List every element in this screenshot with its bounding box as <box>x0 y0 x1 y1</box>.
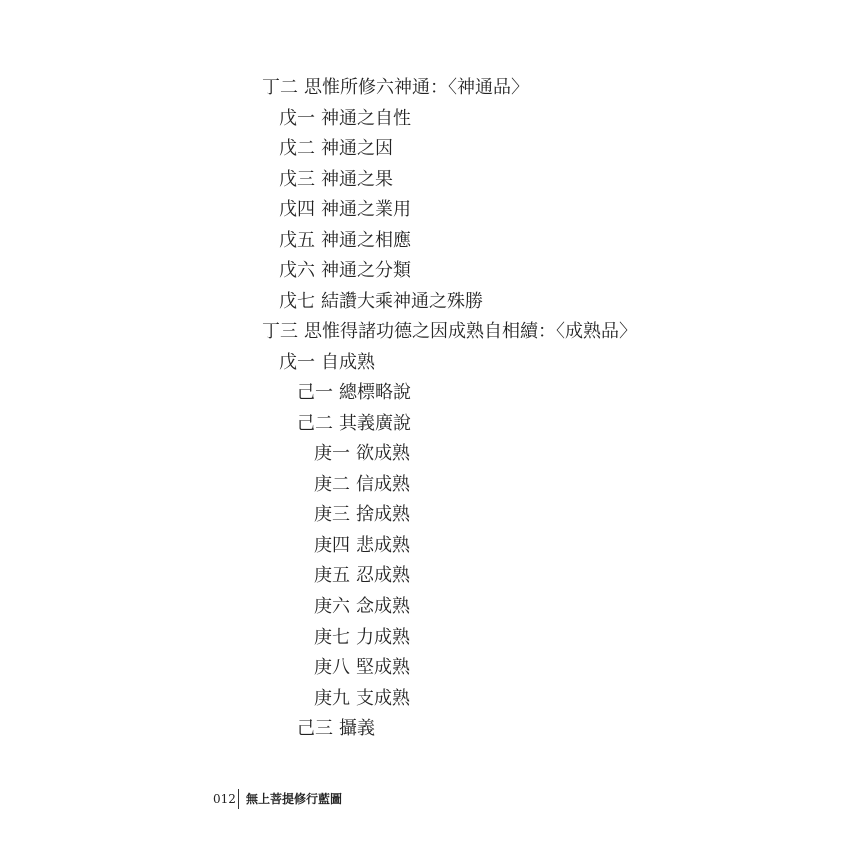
outline-text: 欲成熟 <box>356 443 410 464</box>
outline-text: 神通之自性 <box>321 108 411 129</box>
outline-code: 戊四 <box>279 199 315 220</box>
outline-text: 神通之業用 <box>321 199 411 220</box>
outline-item <box>297 381 411 405</box>
outline-item <box>314 656 410 680</box>
outline-item <box>297 717 375 741</box>
outline-code: 庚四 <box>314 535 350 556</box>
outline-item <box>279 259 411 283</box>
outline-item <box>314 534 410 558</box>
outline-item <box>314 595 410 619</box>
outline-text: 自成熟 <box>321 352 375 373</box>
outline-item <box>314 503 410 527</box>
outline-code: 戊一 <box>279 352 315 373</box>
outline-code: 己二 <box>297 413 333 434</box>
outline-item <box>314 564 410 588</box>
outline-code: 戊六 <box>279 260 315 281</box>
outline-code: 庚三 <box>314 504 350 525</box>
outline-text: 念成熟 <box>356 596 410 617</box>
outline-text: 悲成熟 <box>356 535 410 556</box>
outline-item <box>279 290 483 314</box>
outline-text: 信成熟 <box>356 474 410 495</box>
outline-item <box>279 168 393 192</box>
outline-item <box>279 137 393 161</box>
outline-text: 忍成熟 <box>356 565 410 586</box>
outline-text: 總標略說 <box>339 382 411 403</box>
outline-item <box>297 412 411 436</box>
outline-text: 捨成熟 <box>356 504 410 525</box>
outline-item <box>279 229 411 253</box>
outline-code: 庚五 <box>314 565 350 586</box>
outline-text: 攝義 <box>339 718 375 739</box>
outline-item <box>279 351 375 375</box>
outline-code: 丁三 <box>262 321 298 342</box>
outline-code: 庚二 <box>314 474 350 495</box>
outline-text: 神通之分類 <box>321 260 411 281</box>
outline-text: 神通之果 <box>321 169 393 190</box>
footer-divider <box>238 789 239 809</box>
outline-text: 神通之相應 <box>321 230 411 251</box>
outline-item <box>279 107 411 131</box>
outline-text: 神通之因 <box>321 138 393 159</box>
outline-item <box>314 626 410 650</box>
outline-code: 戊五 <box>279 230 315 251</box>
outline-item <box>262 76 529 100</box>
outline-text: 支成熟 <box>356 688 410 709</box>
outline-item <box>314 687 410 711</box>
outline-item <box>314 442 410 466</box>
outline-text: 堅成熟 <box>356 657 410 678</box>
outline-code: 戊三 <box>279 169 315 190</box>
outline-code: 庚八 <box>314 657 350 678</box>
outline-code: 丁二 <box>262 77 298 98</box>
outline-item <box>314 473 410 497</box>
outline-code: 庚七 <box>314 627 350 648</box>
outline-text: 其義廣說 <box>339 413 411 434</box>
outline-code: 己三 <box>297 718 333 739</box>
page-number: 012 <box>213 792 236 806</box>
outline-code: 戊二 <box>279 138 315 159</box>
outline-text: 結讚大乘神通之殊勝 <box>321 291 483 312</box>
outline-code: 戊七 <box>279 291 315 312</box>
book-title: 無上菩提修行藍圖 <box>246 792 343 806</box>
outline-item <box>262 320 637 344</box>
outline-text: 思惟得諸功德之因成熟自相續：〈成熟品〉 <box>304 321 637 342</box>
outline-code: 庚一 <box>314 443 350 464</box>
outline-item <box>279 198 411 222</box>
outline-text: 思惟所修六神通：〈神通品〉 <box>304 77 529 98</box>
outline-code: 庚九 <box>314 688 350 709</box>
outline-code: 己一 <box>297 382 333 403</box>
outline-text: 力成熟 <box>356 627 410 648</box>
outline-code: 庚六 <box>314 596 350 617</box>
outline-code: 戊一 <box>279 108 315 129</box>
